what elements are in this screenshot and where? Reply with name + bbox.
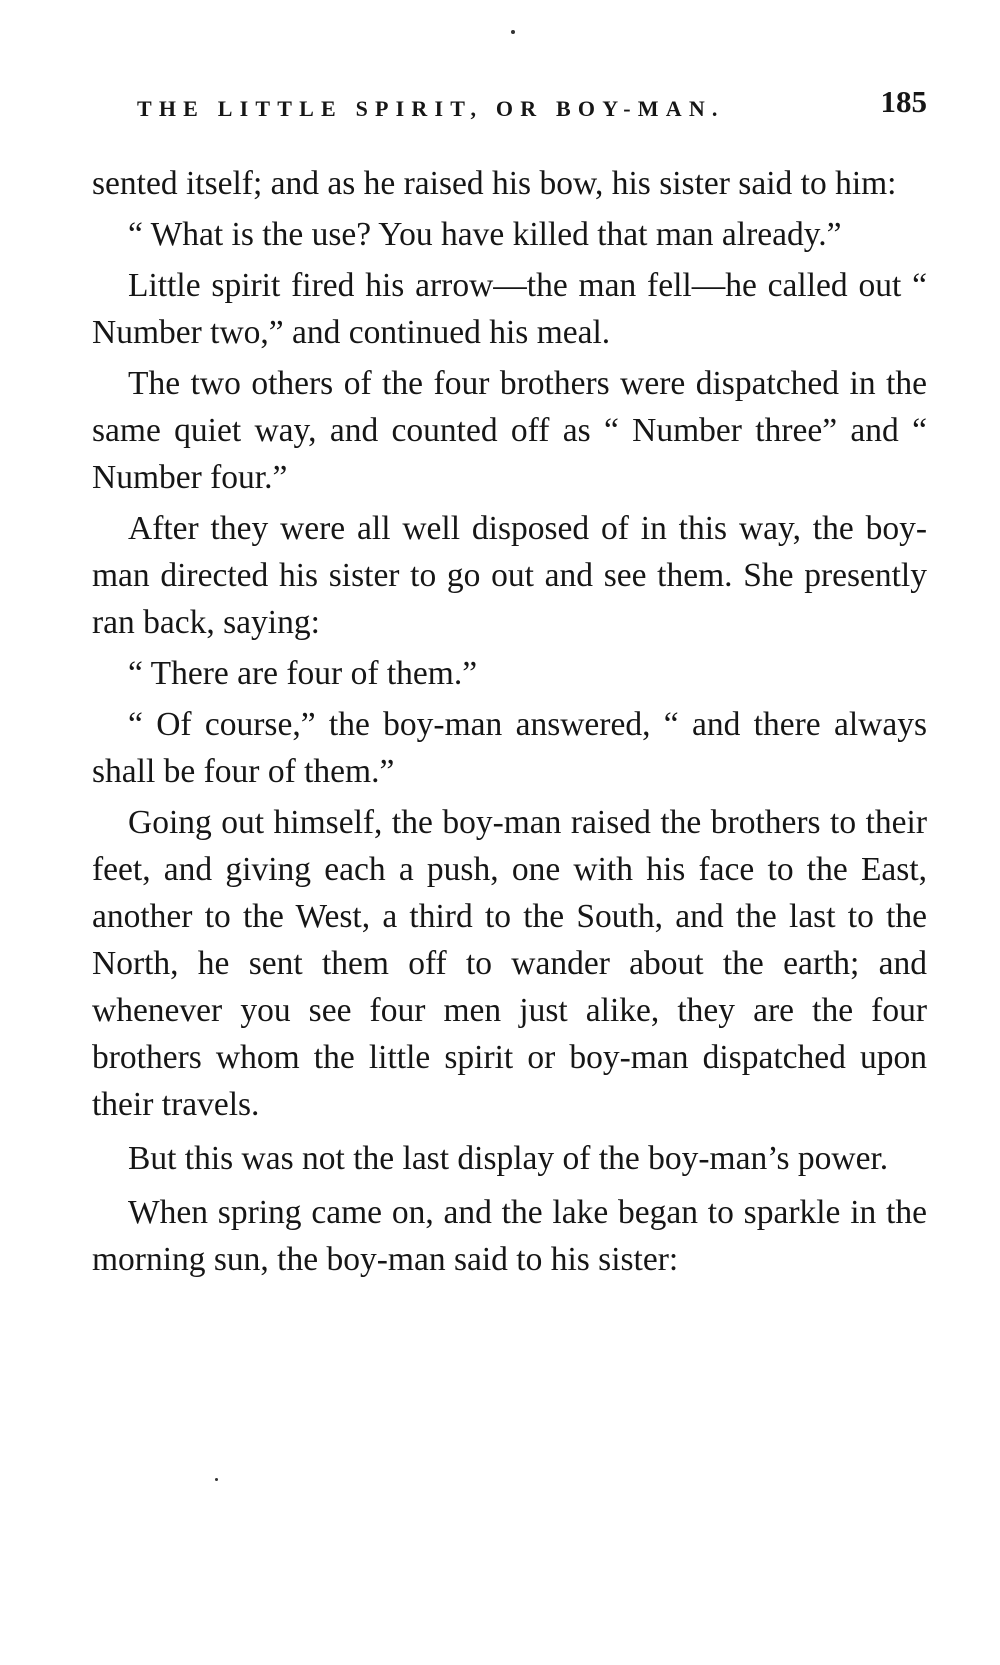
paragraph: “ Of course,” the boy-man answered, “ and there always shall be four of them.”	[92, 706, 927, 790]
paragraph: When spring came on, and the lake began to sparkle in the morning sun, the boy-man said to his sister:	[92, 1194, 927, 1278]
paragraph: After they were all well disposed of in this way, the boy-man directed his sister to go out and see them. She presently ran back, saying:	[92, 510, 927, 641]
paragraph: But this was not the last display of the boy-man’s power.	[128, 1140, 889, 1177]
print-speck	[215, 1478, 218, 1481]
paragraph: “ What is the use? You have killed that man already.”	[128, 216, 842, 253]
running-title: THE LITTLE SPIRIT, OR BOY-MAN.	[137, 96, 725, 121]
paragraph: Little spirit fired his arrow—the man fell—he called out “ Number two,” and continued his meal.	[92, 267, 927, 351]
paragraph: Going out himself, the boy-man raised the brothers to their feet, and giving each a push, one with his face to the East, another to the West, a third to the South, and the last to the North, he sent them off to wander about the earth; and whenever you see four men just alike, they are the four brothers whom the little spirit or boy-man dispatched upon their travels.	[92, 804, 927, 1123]
print-speck	[511, 30, 515, 34]
running-head	[137, 84, 927, 124]
page-number: 185	[880, 84, 927, 119]
paragraph: sented itself; and as he raised his bow, his sister said to him:	[92, 165, 897, 202]
body-text	[92, 160, 927, 1287]
paragraph: The two others of the four brothers were dispatched in the same quiet way, and counted off as “ Number three” and “ Number four.”	[92, 365, 927, 496]
paragraph: “ There are four of them.”	[128, 655, 478, 692]
